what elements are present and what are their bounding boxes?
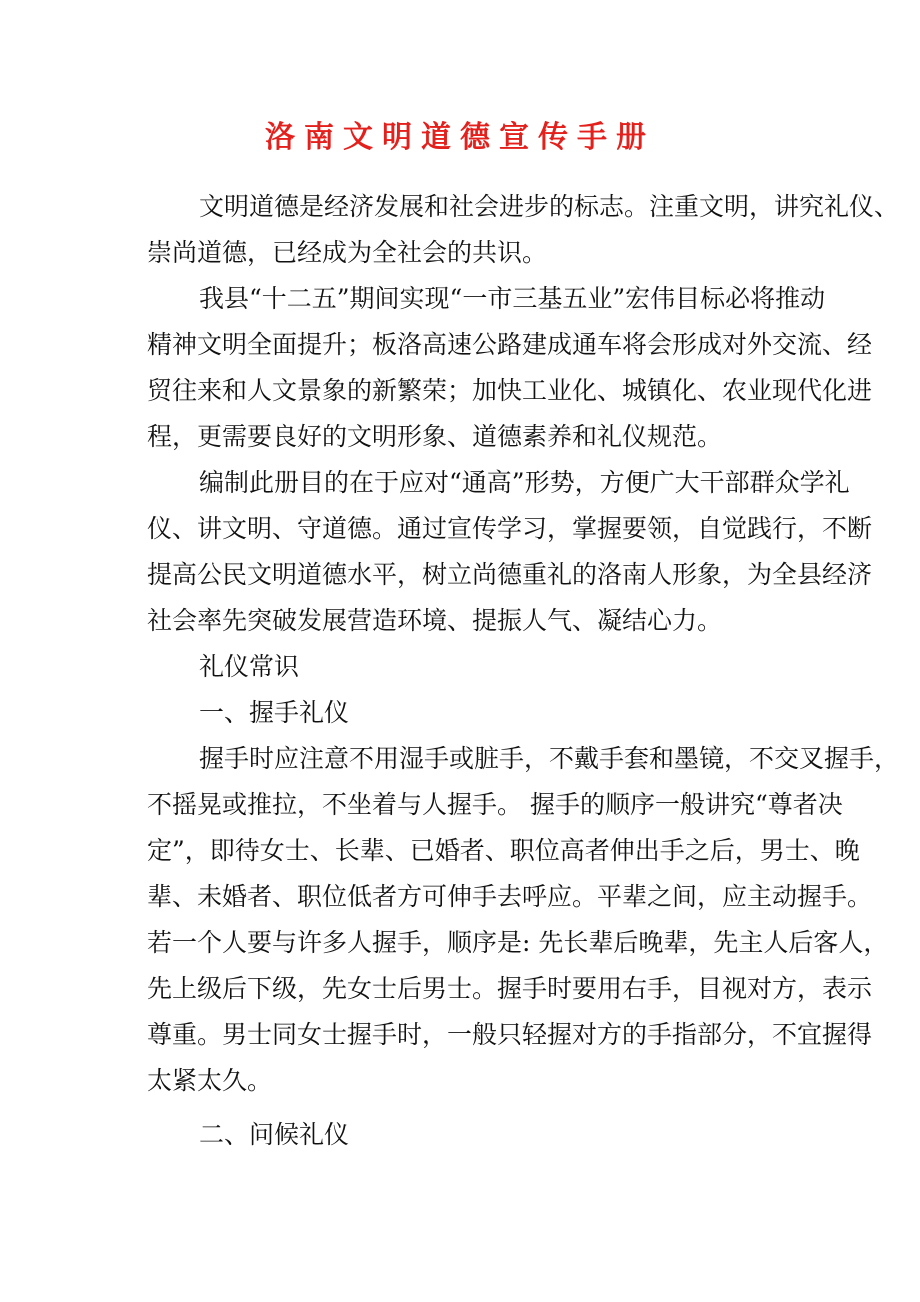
paragraph: [147, 184, 900, 276]
text-line: 若一个人要与许多人握手，顺序是: 先长辈后晚辈，先主人后客人，: [147, 928, 889, 957]
text-line: 仪、讲文明、守道德。通过宣传学习，掌握要领，自觉践行，不断: [147, 514, 873, 543]
document-body: [147, 184, 900, 1158]
text-line: 一、握手礼仪: [199, 698, 350, 727]
paragraph: [147, 1112, 773, 1158]
paragraph: [147, 644, 773, 690]
paragraph: [147, 276, 873, 460]
text-line: 程，更需要良好的文明形象、道德素养和礼仪规范。: [147, 422, 723, 451]
paragraph: [147, 736, 900, 1104]
text-line: 社会率先突破发展营造环境、提振人气、凝结心力。: [147, 606, 723, 635]
text-line: 握手时应注意不用湿手或脏手，不戴手套和墨镜，不交叉握手，: [199, 744, 900, 773]
text-line: 尊重。男士同女士握手时，一般只轻握对方的手指部分，不宜握得: [147, 1020, 873, 1049]
text-line: 辈、未婚者、职位低者方可伸手去呼应。平辈之间，应主动握手。: [147, 882, 873, 911]
text-line: 文明道德是经济发展和社会进步的标志。注重文明，讲究礼仪、: [199, 192, 900, 221]
document-title: 洛南文明道德宣传手册: [265, 120, 655, 155]
text-line: 贸往来和人文景象的新繁荣；加快工业化、城镇化、农业现代化进: [147, 376, 873, 405]
text-line: 太紧太久。: [147, 1066, 273, 1095]
text-line: 崇尚道德，已经成为全社会的共识。: [147, 238, 548, 267]
text-line: 先上级后下级，先女士后男士。握手时要用右手，目视对方，表示: [147, 974, 873, 1003]
text-line: 编制此册目的在于应对“通高”形势，方便广大干部群众学礼: [199, 468, 850, 497]
text-line: 礼仪常识: [199, 652, 300, 681]
text-line: 定”，即待女士、长辈、已婚者、职位高者伸出手之后，男士、晚: [147, 836, 860, 865]
paragraph-gap: [147, 1104, 773, 1112]
text-line: 不摇晃或推拉，不坐着与人握手。 握手的顺序一般讲究“尊者决: [147, 790, 843, 819]
paragraph: [147, 460, 873, 644]
text-line: 精神文明全面提升；板洛高速公路建成通车将会形成对外交流、经: [147, 330, 873, 359]
text-line: 二、问候礼仪: [199, 1120, 350, 1149]
text-line: 提高公民文明道德水平，树立尚德重礼的洛南人形象，为全县经济: [147, 560, 873, 589]
paragraph: [147, 690, 773, 736]
text-line: 我县“十二五”期间实现“一市三基五业”宏伟目标必将推动: [199, 284, 826, 313]
